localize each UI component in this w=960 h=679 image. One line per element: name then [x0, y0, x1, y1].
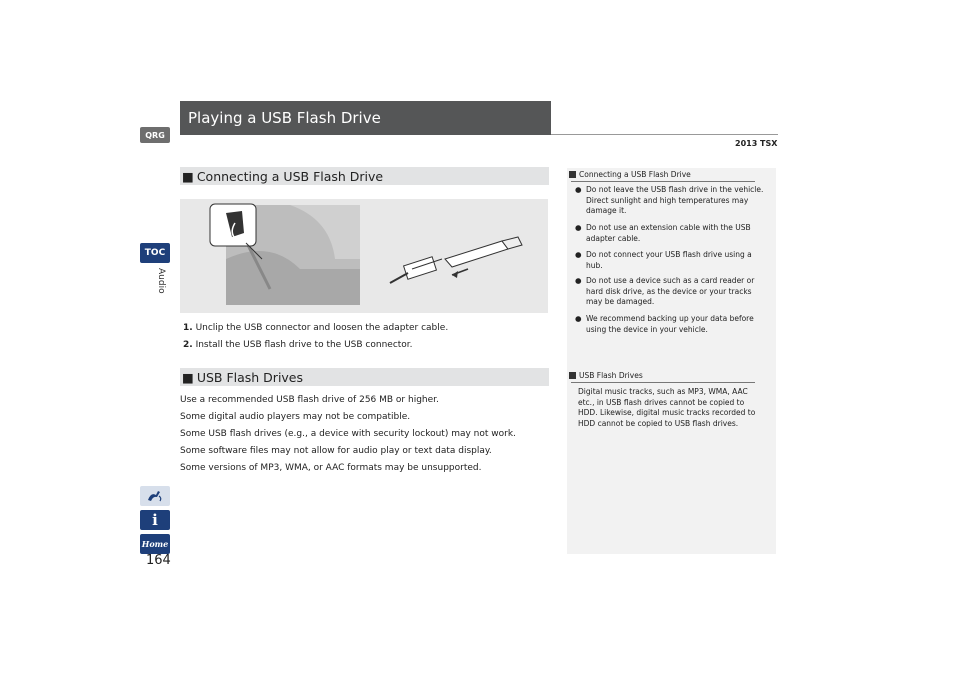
note-bullet-line: We recommend backing up your data before — [586, 314, 754, 323]
note-paragraph-line: HDD cannot be copied to USB flash drives. — [578, 418, 739, 428]
qrg-tab[interactable]: QRG — [140, 127, 170, 143]
note-rule — [571, 382, 755, 383]
info-button[interactable] — [140, 510, 170, 530]
info-icon: i — [152, 511, 158, 529]
section-heading-connecting-text: Connecting a USB Flash Drive — [196, 168, 384, 184]
body-line: Some software files may not allow for audio play or text data display. — [180, 446, 492, 456]
section-label: Audio — [156, 268, 166, 294]
home-button[interactable] — [140, 534, 170, 554]
usb-illustration — [180, 199, 548, 313]
step-2-text: Install the USB flash drive to the USB connector. — [195, 340, 413, 350]
note-bullet-line: adapter cable. — [586, 233, 641, 243]
note-paragraph — [578, 387, 768, 429]
note-bullet-line: hub. — [586, 260, 603, 270]
section-square-icon: ■ — [182, 369, 194, 385]
body-line: Use a recommended USB flash drive of 256 MB or higher. — [180, 395, 439, 405]
note-heading-connecting-text: Connecting a USB Flash Drive — [579, 170, 691, 179]
note-bullet — [575, 185, 771, 217]
section-heading-flash-drives-text: USB Flash Drives — [196, 369, 304, 385]
usb-connection-drawing — [180, 199, 548, 313]
step-1-text: Unclip the USB connector and loosen the adapter cable. — [195, 323, 449, 333]
body-line: Some USB flash drives (e.g., a device with security lockout) may not work. — [180, 429, 516, 439]
note-rule — [571, 181, 755, 182]
note-bullet-line: Direct sunlight and high temperatures may — [586, 195, 749, 205]
note-bullet-line: may be damaged. — [586, 297, 655, 306]
section-heading-flash-drives — [180, 368, 549, 386]
bullet-dot-icon: ● — [575, 276, 582, 285]
bullet-dot-icon: ● — [575, 185, 582, 194]
step-1 — [183, 323, 448, 333]
toc-tab[interactable]: TOC — [140, 243, 170, 263]
step-1-number: 1. — [183, 323, 193, 333]
bullet-dot-icon: ● — [575, 314, 582, 323]
note-bullet-line: Do not connect your USB flash drive using a — [586, 250, 752, 259]
bullet-dot-icon: ● — [575, 223, 582, 232]
note-paragraph-line: Digital music tracks, such as MP3, WMA, AAC — [578, 387, 748, 396]
page-number: 164 — [146, 553, 171, 568]
note-heading-connecting — [569, 170, 691, 179]
bullet-dot-icon: ● — [575, 250, 582, 259]
note-bullet — [575, 223, 771, 244]
page-title-bar — [180, 101, 551, 135]
note-bullet-line: using the device in your vehicle. — [586, 324, 708, 334]
body-line: Some versions of MP3, WMA, or AAC formats may be unsupported. — [180, 463, 482, 473]
note-heading-flash-drives-text: USB Flash Drives — [579, 371, 643, 380]
voice-command-icon — [145, 488, 165, 504]
note-bullet — [575, 250, 771, 271]
note-bullet-line: damage it. — [586, 206, 627, 215]
voice-command-button[interactable] — [140, 486, 170, 506]
section-heading-connecting — [180, 167, 549, 185]
note-paragraph-line: etc., in USB flash drives cannot be copied to — [578, 397, 745, 407]
section-square-icon: ■ — [182, 168, 194, 184]
model-name: 2013 TSX — [735, 139, 778, 148]
page-title: Playing a USB Flash Drive — [188, 109, 381, 127]
note-paragraph-line: HDD. Likewise, digital music tracks recorded to — [578, 408, 756, 417]
step-2 — [183, 340, 413, 350]
note-heading-flash-drives — [569, 371, 643, 380]
note-marker-icon — [569, 372, 576, 379]
note-bullet-line: Do not use an extension cable with the USB — [586, 223, 751, 232]
note-bullet — [575, 276, 771, 308]
step-2-number: 2. — [183, 340, 193, 350]
body-line: Some digital audio players may not be compatible. — [180, 412, 411, 422]
note-bullet — [575, 314, 771, 335]
header-rule — [551, 134, 778, 135]
note-bullet-line: Do not leave the USB flash drive in the vehicle. — [586, 185, 764, 194]
note-marker-icon — [569, 171, 576, 178]
note-bullet-line: hard disk drive, as the device or your tracks — [586, 286, 752, 296]
note-bullet-line: Do not use a device such as a card reader or — [586, 276, 755, 285]
home-icon: Home — [141, 539, 169, 549]
